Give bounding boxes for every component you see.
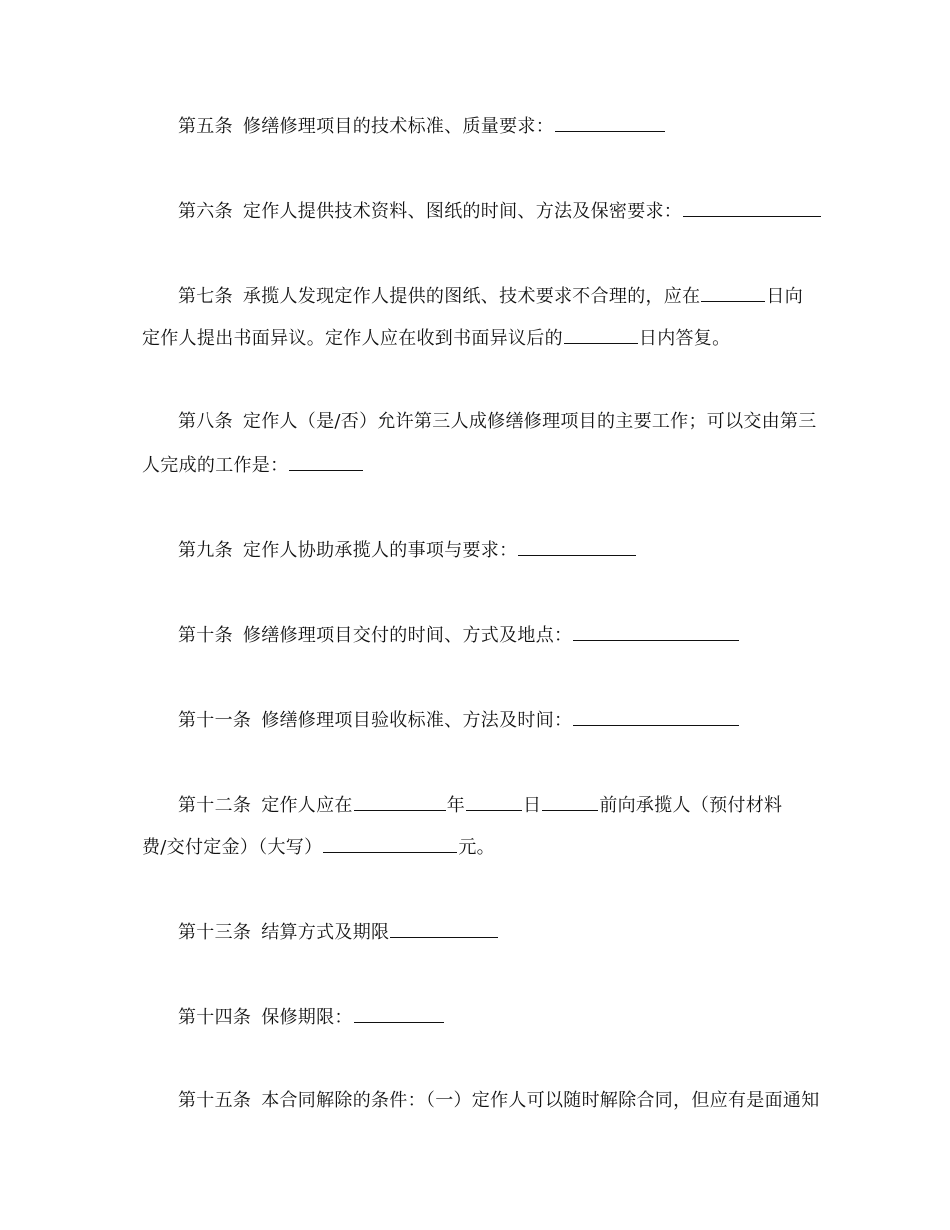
fill-in-blank[interactable] [390,919,498,938]
article-11 [178,707,740,733]
article-label: 第十五条 [178,1090,252,1111]
article-13 [178,919,499,945]
fill-in-blank[interactable] [354,792,446,811]
fill-in-blank[interactable] [289,452,363,471]
article-7-line2 [142,325,730,351]
article-14 [178,1004,445,1030]
article-text: 承揽人发现定作人提供的图纸、技术要求不合理的，应在 [242,286,701,307]
article-text: 定作人提供技术资料、图纸的时间、方法及保密要求： [242,201,683,222]
article-text: 人完成的工作是： [142,455,289,476]
fill-in-blank[interactable] [518,537,636,556]
article-8-line2 [142,452,364,478]
article-5 [178,113,666,139]
article-text: 费/交付定金）（大写） [142,837,323,858]
article-text: 修缮修理项目的技术标准、质量要求： [242,116,555,137]
fill-in-blank[interactable] [323,834,457,853]
article-text: 日向 [766,286,804,307]
article-text: 前向承揽人（预付材料 [599,795,783,816]
article-label: 第八条 [178,411,233,432]
article-label: 第十二条 [178,795,252,816]
article-text: 日 [523,795,542,816]
article-label: 第十一条 [178,710,252,731]
article-label: 第十条 [178,625,233,646]
article-label: 第六条 [178,201,233,222]
article-text: 修缮修理项目验收标准、方法及时间： [261,710,573,731]
article-text: 本合同解除的条件：（一）定作人可以随时解除合同，但应有是面通知 [261,1090,820,1111]
article-text: 修缮修理项目交付的时间、方式及地点： [242,625,573,646]
article-9 [178,537,637,563]
fill-in-blank[interactable] [466,792,522,811]
article-text: 定作人应在 [261,795,353,816]
fill-in-blank[interactable] [701,283,765,302]
article-label: 第七条 [178,286,233,307]
article-label: 第九条 [178,540,233,561]
fill-in-blank[interactable] [354,1004,444,1023]
article-10 [178,622,740,648]
fill-in-blank[interactable] [683,198,821,217]
article-text: 结算方式及期限 [261,922,390,943]
fill-in-blank[interactable] [542,792,598,811]
fill-in-blank[interactable] [573,707,739,726]
article-label: 第十三条 [178,922,252,943]
article-label: 第五条 [178,116,233,137]
article-text: 日内答复。 [638,328,731,349]
fill-in-blank[interactable] [555,113,665,132]
article-8 [178,410,817,434]
article-text: 定作人（是/否）允许第三人成修缮修理项目的主要工作；可以交由第三 [242,411,817,432]
article-text: 保修期限： [261,1007,353,1028]
article-15 [178,1089,820,1113]
article-7 [178,283,803,309]
article-text: 元。 [458,837,495,858]
article-12 [178,792,782,818]
fill-in-blank[interactable] [573,622,739,641]
article-label: 第十四条 [178,1007,252,1028]
article-text: 定作人协助承揽人的事项与要求： [242,540,518,561]
article-12-line2 [142,834,495,860]
article-text: 年 [446,795,466,816]
fill-in-blank[interactable] [564,325,638,344]
article-text: 定作人提出书面异议。定作人应在收到书面异议后的 [142,328,563,349]
article-6 [178,198,822,224]
